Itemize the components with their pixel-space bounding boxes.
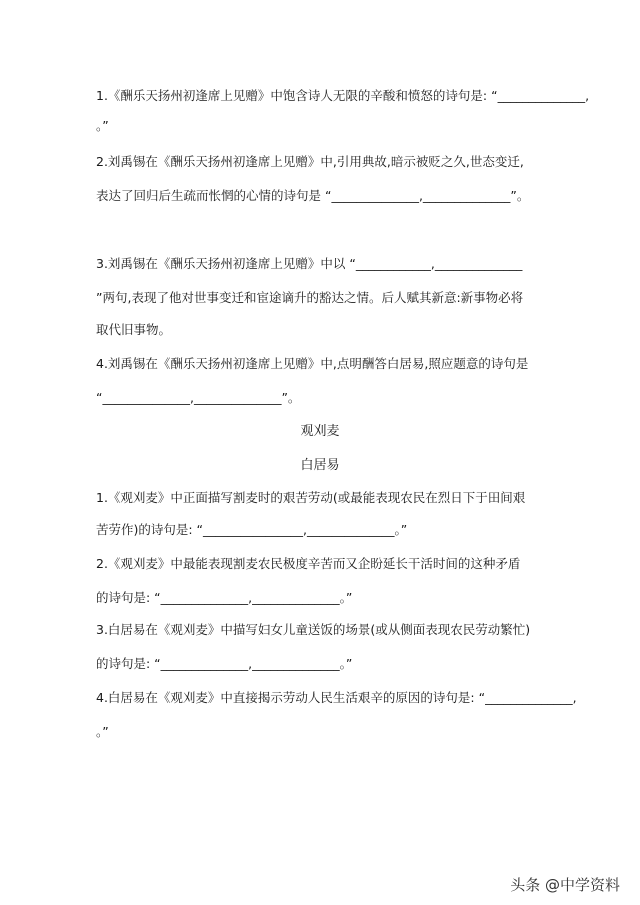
q2-line2: 表达了回归后生疏而怅惘的心情的诗句是 “______________,______________”。: [96, 188, 530, 203]
p4-line1: 4.白居易在《观刈麦》中直接揭示劳动人民生活艰辛的原因的诗句是: “______________,: [96, 690, 577, 705]
p1-line2: 苦劳作)的诗句是: “________________,______________。”: [96, 522, 408, 537]
q3-line2: ”两句,表现了他对世事变迁和宦途谪升的豁达之情。后人赋其新意:新事物必将: [96, 290, 524, 305]
q1-line2: 。”: [96, 118, 109, 133]
p4-line2: 。”: [96, 724, 109, 739]
q3-line1: 3.刘禹锡在《酬乐天扬州初逢席上见赠》中以 “____________,______________: [96, 256, 523, 271]
poem-author: 白居易: [300, 458, 340, 473]
p2-line2: 的诗句是: “______________,______________。”: [96, 590, 353, 605]
q4-line2: “______________,______________”。: [96, 390, 301, 405]
q2-line1: 2.刘禹锡在《酬乐天扬州初逢席上见赠》中,引用典故,暗示被贬之久,世态变迁,: [96, 154, 524, 169]
p1-line1: 1.《观刈麦》中正面描写割麦时的艰苦劳动(或最能表现农民在烈日下于田间艰: [96, 490, 526, 505]
q1-line1: 1.《酬乐天扬州初逢席上见赠》中饱含诗人无限的辛酸和愤怒的诗句是: “______________,: [96, 88, 590, 103]
q3-line3: 取代旧事物。: [96, 322, 172, 337]
watermark: 头条 @中学资料: [510, 876, 620, 894]
q4-line1: 4.刘禹锡在《酬乐天扬州初逢席上见赠》中,点明酬答白居易,照应题意的诗句是: [96, 356, 529, 371]
p3-line2: 的诗句是: “______________,______________。”: [96, 656, 353, 671]
poem-title: 观刈麦: [300, 424, 340, 439]
p3-line1: 3.白居易在《观刈麦》中描写妇女儿童送饭的场景(或从侧面表现农民劳动繁忙): [96, 622, 531, 637]
p2-line1: 2.《观刈麦》中最能表现割麦农民极度辛苦而又企盼延长干活时间的这种矛盾: [96, 556, 521, 571]
